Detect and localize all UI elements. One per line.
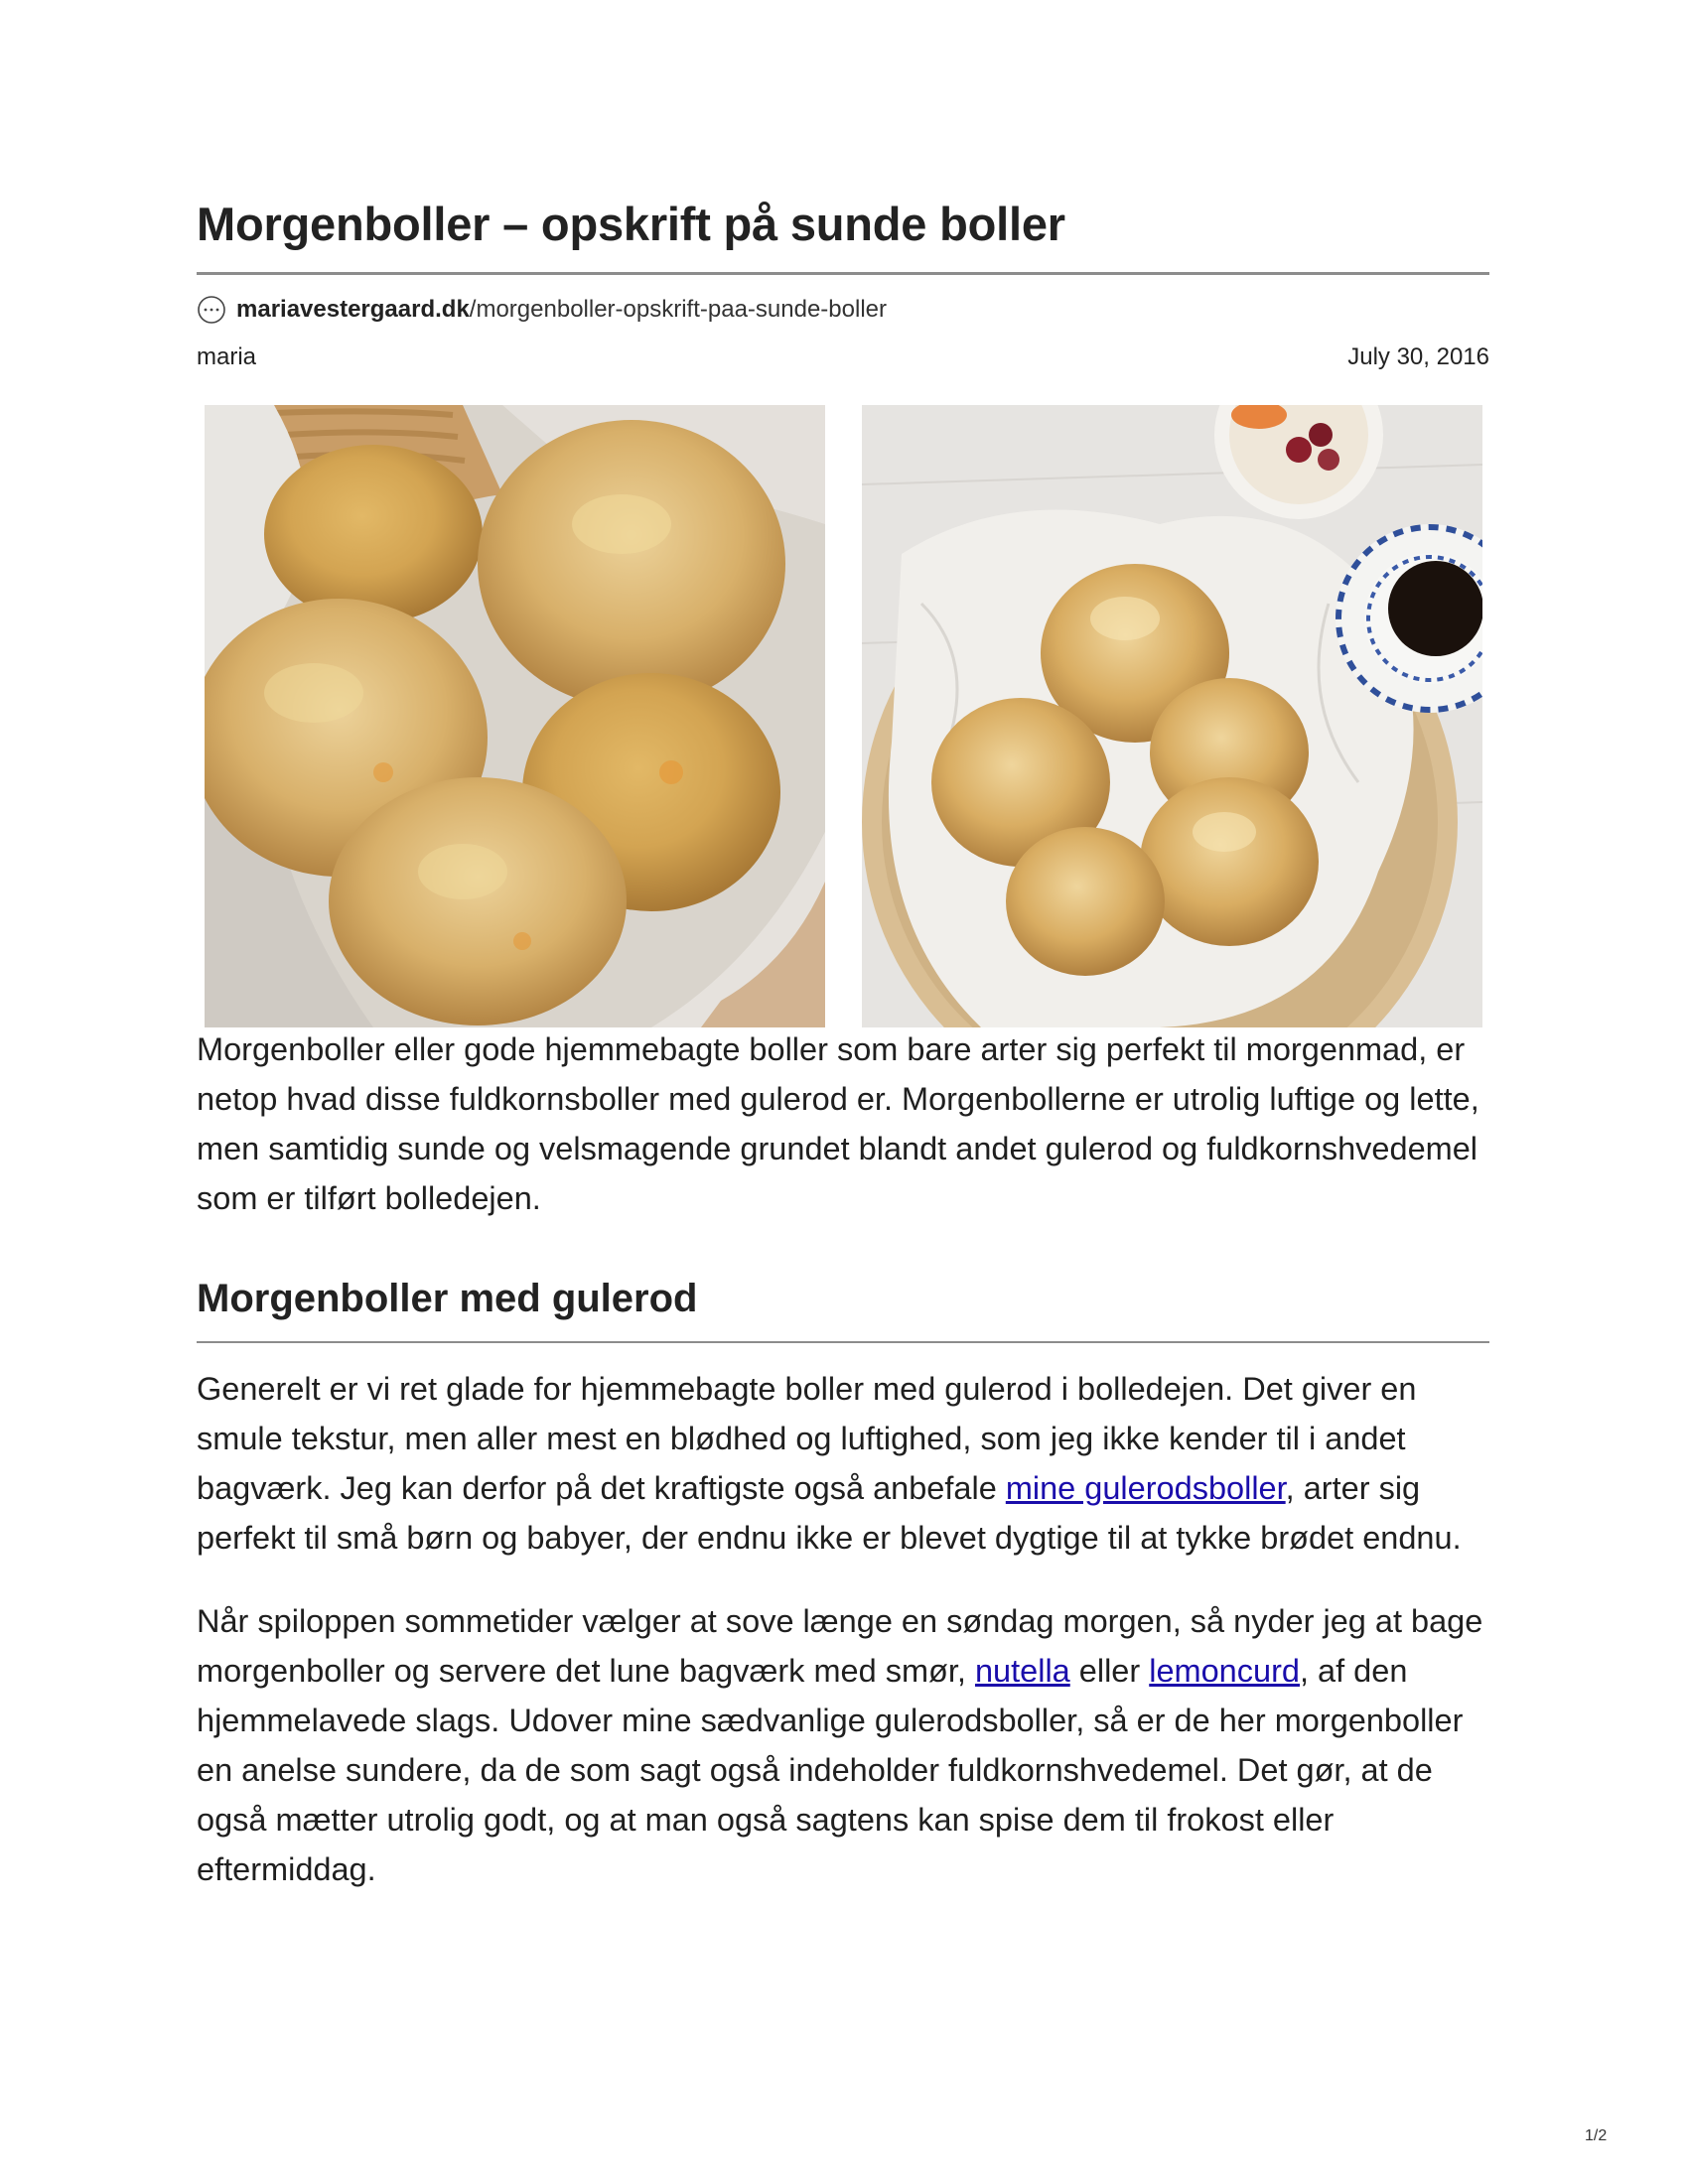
publish-date: July 30, 2016 xyxy=(1347,343,1489,370)
paragraph-text: Generelt er vi ret glade for hjemmebagte boller med gulerod i bolledejen. Det giver en smule tekstur, men aller mest en blødhed og luftighed, som jeg ikke kender til i andet bagværk. Jeg kan derfor på det kraftigste også anbefale xyxy=(197,1371,1417,1506)
link-lemoncurd[interactable]: lemoncurd xyxy=(1149,1653,1300,1689)
body-paragraph-2 xyxy=(197,1596,1497,1894)
section-divider xyxy=(197,1341,1489,1343)
paragraph-text: eller xyxy=(1069,1653,1150,1689)
link-nutella[interactable]: nutella xyxy=(974,1653,1070,1689)
body-paragraph-1 xyxy=(197,1364,1497,1563)
rolls-closeup-photo xyxy=(205,405,825,1027)
paragraph-text: Når spiloppen sommetider vælger at sove længe en søndag morgen, så nyder jeg at bage morgenboller og servere det lune bagværk med smør, xyxy=(197,1603,1483,1689)
intro-paragraph: Morgenboller eller gode hjemmebagte boller som bare arter sig perfekt til morgenmad, er netop hvad disse fuldkornsboller med gulerod er. Morgenbollerne er utrolig luftige og lette, men samtidig sunde og velsmagende grundet blandt andet gulerod og fuldkornshvedemel som er tilført bolledejen. xyxy=(197,1031,1479,1216)
source-path[interactable]: /morgenboller-opskrift-paa-sunde-boller xyxy=(469,296,887,323)
page-number: 1/2 xyxy=(1585,2127,1608,2144)
paragraph-text: , af den hjemmelavede slags. Udover mine sædvanlige gulerodsboller, så er de her morgenboller en anelse sundere, da de som sagt også indeholder fuldkornshvedemel. Det gør, at de også mætter utrolig godt, og at man også sagtens kan spise dem til frokost eller eftermiddag. xyxy=(197,1653,1464,1887)
title-divider xyxy=(197,272,1489,275)
author: maria xyxy=(197,343,257,370)
link-mine-gulerodsboller[interactable]: mine gulerodsboller xyxy=(1005,1470,1286,1506)
paragraph-text: , arter sig perfekt til små børn og babyer, der endnu ikke er blevet dygtige til at tykke brødet endnu. xyxy=(197,1470,1462,1556)
rolls-basket-photo xyxy=(862,405,1482,1027)
page-title: Morgenboller – opskrift på sunde boller xyxy=(197,198,1065,250)
section-heading: Morgenboller med gulerod xyxy=(197,1277,698,1320)
source-domain[interactable]: mariavestergaard.dk xyxy=(236,296,470,323)
source-line xyxy=(197,292,887,328)
globe-icon xyxy=(197,295,226,325)
